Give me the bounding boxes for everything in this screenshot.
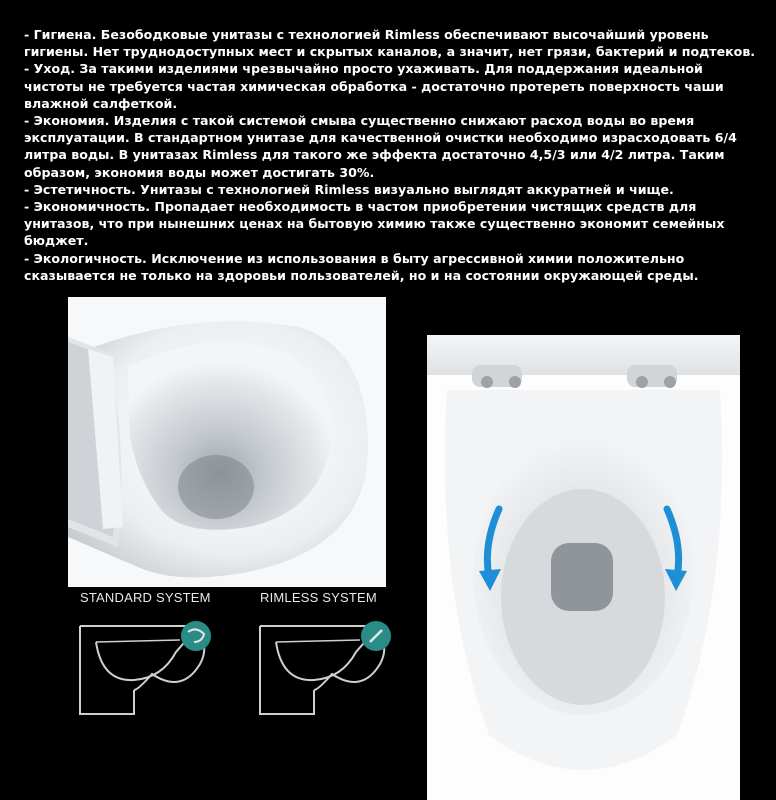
paragraph-aesthetics: - Эстетичность. Унитазы с технологией Rimless визуально выглядят аккуратней и чище. — [24, 181, 674, 197]
rimless-system-schematic — [252, 612, 402, 722]
left-flush-arrow-icon — [477, 505, 511, 595]
paragraph-hygiene: - Гигиена. Безободковые унитазы с технологией Rimless обеспечивают высочайший уровень гигиены. Нет труднодоступных мест и скрытых каналов, а значит, нет грязи, бактерий и подтеков. — [24, 27, 756, 60]
paragraph-care: - Уход. За такими изделиями чрезвычайно просто ухаживать. Для поддержания идеальной чистоты не требуется частая химическая обработка - достаточно протереть поверхность чаши влажной салфеткой. — [24, 61, 724, 111]
rimless-system-label: RIMLESS SYSTEM — [260, 590, 377, 605]
standard-system-schematic — [72, 612, 222, 722]
right-flush-arrow-icon — [655, 505, 689, 595]
standard-toilet-photo — [68, 297, 386, 587]
paragraph-ecology: - Экологичность. Исключение из использования в быту агрессивной химии положительно сказывается не только на здоровьи пользователей, но и на состоянии окружающей среды. — [24, 250, 699, 283]
standard-system-label: STANDARD SYSTEM — [80, 590, 211, 605]
rimless-toilet-photo — [427, 335, 740, 800]
paragraph-cost-efficiency: - Экономичность. Пропадает необходимость в частом приобретении чистящих средств для унитазов, что при нынешних ценах на бытовую химию также существенно экономит семейных бюджет. — [24, 199, 725, 249]
description-text — [24, 26, 764, 284]
paragraph-economy: - Экономия. Изделия с такой системой смыва существенно снижают расход воды во время эксплуатации. В стандартном унитазе для качественной очистки необходимо израсходовать 6/4 литра воды. В унитазах Rimless для такого же эффекта достаточно 4,5/3 или 4/2 литра. Таким образом, экономия воды может достигать 30%. — [24, 113, 737, 180]
